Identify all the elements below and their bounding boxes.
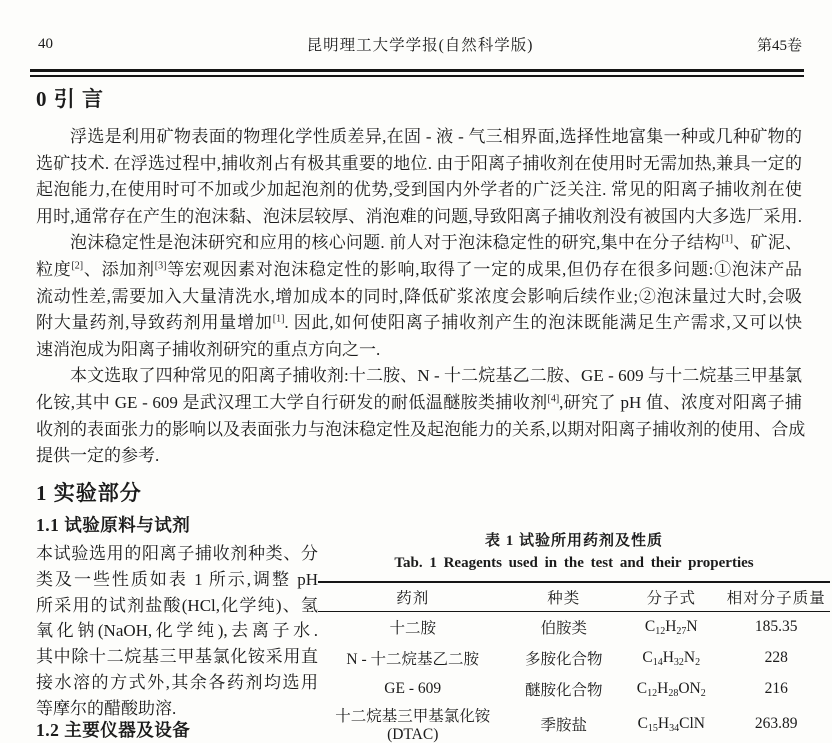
cell-type: 多胺化合物	[524, 650, 603, 668]
paragraph-line: 浮选是利用矿物表面的物理化学性质差异,在固 - 液 - 气三相界面,选择性地富集一种或几种矿物的	[70, 127, 802, 146]
paragraph-line: 提供一定的参考.	[36, 446, 160, 466]
page-number: 40	[38, 35, 53, 52]
table-row	[318, 673, 830, 704]
paragraph-line: 起泡能力,在使用时可不加或少加起泡剂的优势,受到国内外学者的广泛关注. 常见的阳离子捕收剂在使	[36, 180, 802, 200]
cell-mass: 216	[764, 679, 788, 697]
section-heading-experiment: 1 实验部分	[36, 481, 142, 505]
table-header-row	[318, 582, 830, 611]
paragraph-line: 选矿技术. 在浮选过程中,捕收剂占有极其重要的地位. 由于阳离子捕收剂在使用时无需加热,兼具一定的	[36, 153, 802, 173]
paragraph-line: 用时,通常存在产生的泡沫黏、泡沫层较厚、消泡难的问题,导致阳离子捕收剂没有被国内大多选厂采用.	[36, 206, 802, 226]
paragraph-line: 收剂的表面张力的影响以及表面张力与泡沫稳定性及起泡能力的关系,以期对阳离子捕收剂的使用、合成	[36, 419, 806, 439]
subsection-heading-instruments: 1.2 主要仪器及设备	[36, 720, 191, 740]
column-header-type: 种类	[507, 582, 620, 611]
table-caption-en: Tab. 1 Reagents used in the test and their properties	[394, 555, 754, 571]
cell-formula: $C_{15}H_{34}ClN$	[637, 715, 705, 734]
paragraph-line: 本文选取了四种常见的阳离子捕收剂:十二胺、N - 十二烷基乙二胺、GE - 609 与十二烷基三甲基氯	[70, 366, 802, 386]
table-row	[318, 611, 830, 642]
cell-mass: 185.35	[754, 617, 798, 635]
journal-title: 昆明理工大学学报(自然科学版)	[306, 37, 534, 54]
volume-label: 第45卷	[756, 37, 802, 54]
cell-formula: $C_{12}H_{28}ON_2$	[636, 679, 706, 699]
column-line: 本试验选用的阳离子捕收剂种类、分	[36, 544, 318, 563]
paragraph-line: 流动性差,需要加入大量清洗水,增加成本的同时,降低矿浆浓度会影响后续作业;②泡沫量过大时,会吸	[36, 286, 802, 306]
reagents-table-block	[318, 531, 830, 743]
cell-mass: 263.89	[754, 715, 798, 732]
cell-reagent: GE - 609	[384, 679, 442, 697]
cell-formula: $C_{12}H_{27}N$	[644, 617, 698, 637]
materials-text-column	[36, 541, 318, 722]
section-heading-intro: 0 引 言	[36, 87, 104, 111]
cell-type: 季胺盐	[540, 717, 587, 734]
column-header-reagent: 药剂	[318, 582, 507, 611]
paragraph-line: 速消泡成为阳离子捕收剂研究的重点方向之一.	[36, 339, 381, 359]
paragraph-line: 泡沫稳定性是泡沫研究和应用的核心问题. 前人对于泡沫稳定性的研究,集中在分子结构[1]、矿泥、	[70, 233, 802, 253]
column-line: 其中除十二烷基三甲基氯化铵采用直	[36, 647, 318, 667]
table-row	[318, 642, 830, 673]
paragraph-line: 粒度[2]、添加剂[3]等宏观因素对泡沫稳定性的影响,取得了一定的成果,但仍存在很多问题:①泡沫产品	[36, 259, 803, 279]
column-line: 氧化钠(NaOH,化学纯),去离子水.	[36, 621, 318, 641]
table-row	[318, 704, 830, 743]
cell-type: 醚胺化合物	[524, 681, 603, 699]
cell-mass: 228	[764, 648, 788, 666]
column-line: 类及一些性质如表 1 所示,调整 pH	[36, 569, 318, 589]
cell-type: 伯胺类	[540, 619, 587, 637]
table-caption-zh: 表 1 试验所用药剂及性质	[484, 533, 663, 549]
paragraph-line: 附大量药剂,导致药剂用量增加[1]. 因此,如何使阳离子捕收剂产生的泡沫既能满足生产需求,又可以快	[36, 313, 803, 333]
cell-reagent: N - 十二烷基乙二胺	[346, 650, 480, 668]
cell-reagent: 十二烷基三甲基氯化铵(DTAC)	[335, 708, 491, 743]
running-header	[38, 33, 802, 55]
cell-reagent: 十二胺	[389, 619, 436, 637]
cell-formula: $C_{14}H_{32}N_2$	[642, 648, 701, 668]
reagents-table	[318, 581, 830, 743]
subsection-heading-materials: 1.1 试验原料与试剂	[36, 515, 191, 535]
column-header-formula: 分子式	[620, 582, 722, 611]
intro-paragraphs	[36, 124, 806, 470]
paragraph-line: 化铵,其中 GE - 609 是武汉理工大学自行研发的耐低温醚胺类捕收剂[4],研究了 pH 值、浓度对阳离子捕	[36, 392, 803, 412]
header-rule	[30, 69, 804, 77]
column-line: 所采用的试剂盐酸(HCl,化学纯)、氢	[36, 595, 318, 615]
column-line: 等摩尔的醋酸助溶.	[36, 698, 177, 718]
column-header-mass: 相对分子质量	[722, 582, 830, 611]
column-line: 接水溶的方式外,其余各药剂均选用	[36, 672, 318, 692]
